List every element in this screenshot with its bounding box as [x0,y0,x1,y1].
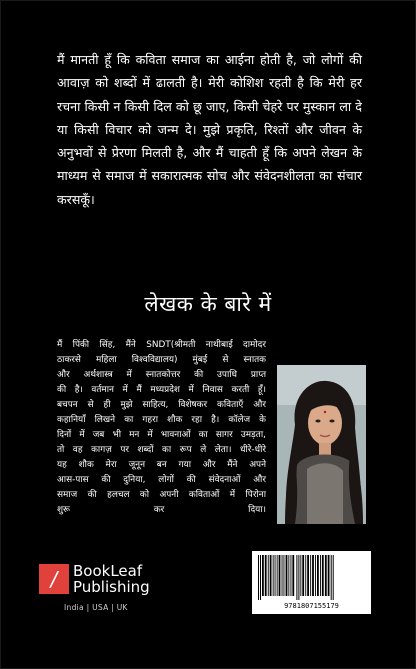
bio-line: तो वह कागज़ पर शब्दों का रूप ले लेता। धीरे-धीरे [57,445,266,455]
bio-line: ठाकरसे महिला विश्वविद्यालय) मुंबई से स्नातक [57,355,266,365]
barcode-bar [260,555,261,600]
bio-line: की है। वर्तमान में मैं मध्यप्रदेश में निवास करती हूँ। [57,385,266,395]
isbn-number: 9781807155179 [284,602,339,610]
publisher-name-line1: BookLeaf [73,562,143,580]
barcode-bar [305,555,306,596]
bio-line: मैं पिंकी सिंह, मैंने SNDT(श्रीमती नाथीबाई दामोदर [57,340,266,350]
barcode-bar [262,555,264,596]
barcode-bar [322,555,324,596]
bio-line: समाज की हलचल को अपनी कविताओं में पिरोना [57,490,266,500]
barcode-bar [325,555,327,596]
barcode-bar [265,555,267,596]
barcode-bar [302,555,304,596]
barcode-bar [291,555,292,596]
author-portrait-illustration [277,365,366,524]
bookleaf-logo-icon: / [39,564,69,594]
intro-paragraph: मैं मानती हूँ कि कविता समाज का आईना होती है, जो लोगों की आवाज़ को शब्दों में ढालती है। मेरी कोशिश रहती है कि मेरी हर रचना किसी न किसी दिल को छू जाए, किसी चेहरे पर मुस्कान ला दे या किसी विचार को जन्म दे। मुझे प्रकृति, रिश्तों और जीवन के अनुभवों से प्रेरणा मिलती है, और मैं चाहती हूँ कि अपने लेखन के माध्यम से समाज में सकारात्मक सोच और संवेदनशीलता का संचार करसकूँ। [57,52,362,207]
barcode-bar [270,555,272,596]
bio-line: और अर्थशास्त्र में स्नातकोत्तर की उपाधि प्राप्त [57,370,266,380]
barcode-bar [282,555,283,596]
author-bio [57,338,266,518]
barcode-bar [315,555,316,596]
barcode-graphic [257,555,366,600]
barcode-bar [273,555,274,596]
barcode-bar [298,555,299,600]
publisher-logo [39,563,150,595]
bio-line: दिनों में जब भी मन में भावनाओं का सागर उमड़ता, [57,430,266,440]
bio-line: कहानियाँ लिखने का गहरा शौक रहा है। कॉलेज के [57,415,266,425]
bio-line: बचपन से ही मुझे साहित्य, विशेषकर कविताएँ और [57,400,266,410]
bio-line: यह शौक मेरा जूनून बन गया और मैंने अपने [57,460,266,470]
barcode-bar [317,555,319,596]
barcode-bar [312,555,314,596]
barcode-bar [328,555,330,596]
barcode-bar [320,555,321,596]
barcode-bar [292,555,294,596]
barcode-bar [288,555,289,596]
barcode-bar [268,555,269,596]
bio-line: आस-पास की दुनिया, लोगों की संवेदनाओं और [57,475,266,485]
barcode-bar [277,555,278,596]
barcode-bar [307,555,309,596]
barcode-bar [275,555,276,596]
barcode-bar [310,555,311,596]
barcode-bar [300,555,301,596]
publisher-name [73,563,150,595]
barcode-bar [296,555,297,600]
author-photo [277,365,366,524]
isbn-barcode [252,551,371,614]
barcode-bar [258,555,259,600]
barcode-bar [333,555,334,600]
bio-line: शुरू कर दिया। [57,505,266,515]
publisher-regions: India | USA | UK [64,603,128,612]
about-author-heading: लेखक के बारे में [144,292,272,316]
barcode-bar [286,555,288,596]
barcode-bar [279,555,281,596]
barcode-bar [284,555,285,596]
barcode-bar [331,555,332,600]
publisher-name-line2: Publishing [73,578,150,596]
